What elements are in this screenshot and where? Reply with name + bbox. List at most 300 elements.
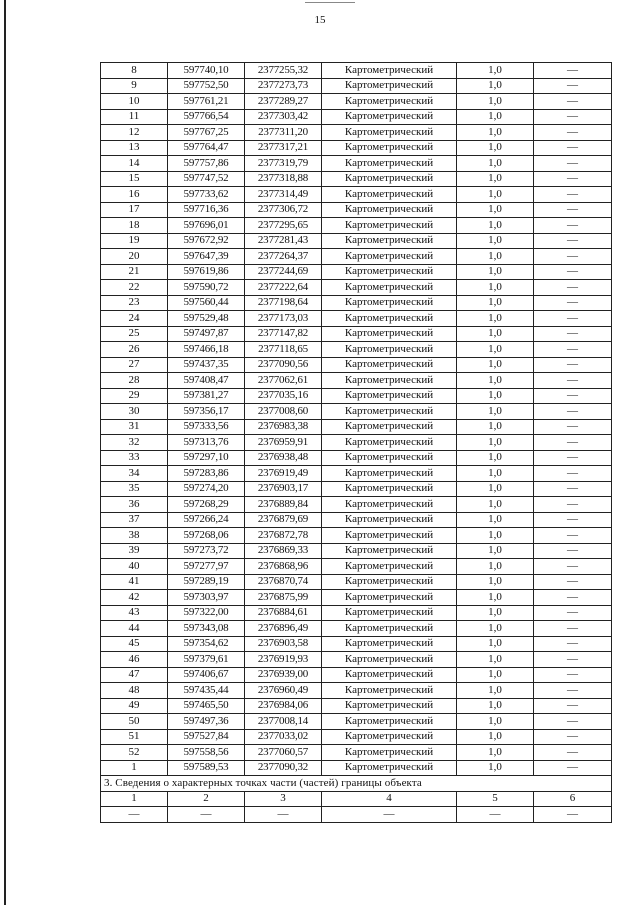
method-cell: Картометрический [322,78,457,94]
x-coordinate-cell: 597766,54 [168,109,245,125]
point-number-cell: 9 [101,78,168,94]
description-cell: — [534,373,612,389]
description-cell: — [534,652,612,668]
point-number-cell: 30 [101,404,168,420]
x-coordinate-cell: 597268,29 [168,497,245,513]
point-number-cell: 15 [101,171,168,187]
y-coordinate-cell: 2377295,65 [245,218,322,234]
table-row [101,512,612,528]
description-cell: — [534,249,612,265]
accuracy-cell: 1,0 [457,466,534,482]
table-row [101,559,612,575]
accuracy-cell: 1,0 [457,63,534,79]
description-cell: — [534,388,612,404]
y-coordinate-cell: 2377273,73 [245,78,322,94]
description-cell: — [534,156,612,172]
point-number-cell: 38 [101,528,168,544]
y-coordinate-cell: 2376875,99 [245,590,322,606]
table-row [101,652,612,668]
method-cell: Картометрический [322,435,457,451]
x-coordinate-cell: 597752,50 [168,78,245,94]
description-cell: — [534,621,612,637]
point-number-cell: 32 [101,435,168,451]
x-coordinate-cell: 597268,06 [168,528,245,544]
point-number-cell: 46 [101,652,168,668]
table-row [101,156,612,172]
coordinates-table [100,62,612,823]
table-row [101,264,612,280]
point-number-cell: 14 [101,156,168,172]
y-coordinate-cell: 2377060,57 [245,745,322,761]
table-row [101,621,612,637]
description-cell: — [534,295,612,311]
y-coordinate-cell: 2376872,78 [245,528,322,544]
accuracy-cell: 1,0 [457,404,534,420]
method-cell: Картометрический [322,140,457,156]
x-coordinate-cell: 597435,44 [168,683,245,699]
x-coordinate-cell: 597406,67 [168,667,245,683]
description-cell: — [534,667,612,683]
point-number-cell: 28 [101,373,168,389]
left-margin-rule [4,0,6,905]
point-number-cell: 49 [101,698,168,714]
accuracy-cell: 1,0 [457,373,534,389]
table-row [101,435,612,451]
accuracy-cell: 1,0 [457,698,534,714]
accuracy-cell: 1,0 [457,94,534,110]
point-number-cell: 34 [101,466,168,482]
section3-empty-cell: — [457,807,534,823]
accuracy-cell: 1,0 [457,171,534,187]
point-number-cell: 17 [101,202,168,218]
table-row [101,125,612,141]
y-coordinate-cell: 2376959,91 [245,435,322,451]
section3-body [101,776,612,823]
description-cell: — [534,218,612,234]
point-number-cell: 10 [101,94,168,110]
section3-col-number: 6 [534,791,612,807]
description-cell: — [534,698,612,714]
table-row [101,94,612,110]
method-cell: Картометрический [322,202,457,218]
x-coordinate-cell: 597283,86 [168,466,245,482]
description-cell: — [534,714,612,730]
point-number-cell: 45 [101,636,168,652]
y-coordinate-cell: 2376984,06 [245,698,322,714]
y-coordinate-cell: 2376903,17 [245,481,322,497]
y-coordinate-cell: 2376884,61 [245,605,322,621]
point-number-cell: 25 [101,326,168,342]
top-scan-mark [305,2,355,3]
table-row [101,574,612,590]
x-coordinate-cell: 597297,10 [168,450,245,466]
point-number-cell: 18 [101,218,168,234]
method-cell: Картометрический [322,156,457,172]
x-coordinate-cell: 597560,44 [168,295,245,311]
description-cell: — [534,435,612,451]
x-coordinate-cell: 597333,56 [168,419,245,435]
description-cell: — [534,528,612,544]
x-coordinate-cell: 597497,36 [168,714,245,730]
method-cell: Картометрический [322,109,457,125]
y-coordinate-cell: 2377062,61 [245,373,322,389]
y-coordinate-cell: 2377319,79 [245,156,322,172]
point-number-cell: 11 [101,109,168,125]
y-coordinate-cell: 2377147,82 [245,326,322,342]
x-coordinate-cell: 597497,87 [168,326,245,342]
y-coordinate-cell: 2377090,32 [245,760,322,776]
section3-empty-cell: — [534,807,612,823]
x-coordinate-cell: 597696,01 [168,218,245,234]
accuracy-cell: 1,0 [457,450,534,466]
y-coordinate-cell: 2377198,64 [245,295,322,311]
y-coordinate-cell: 2376889,84 [245,497,322,513]
point-number-cell: 16 [101,187,168,203]
x-coordinate-cell: 597266,24 [168,512,245,528]
table-row [101,590,612,606]
description-cell: — [534,512,612,528]
y-coordinate-cell: 2376960,49 [245,683,322,699]
y-coordinate-cell: 2376879,69 [245,512,322,528]
x-coordinate-cell: 597381,27 [168,388,245,404]
coordinates-table-body [101,63,612,776]
method-cell: Картометрический [322,373,457,389]
table-row [101,419,612,435]
description-cell: — [534,357,612,373]
table-row [101,233,612,249]
description-cell: — [534,683,612,699]
point-number-cell: 8 [101,63,168,79]
method-cell: Картометрический [322,528,457,544]
method-cell: Картометрический [322,698,457,714]
accuracy-cell: 1,0 [457,667,534,683]
accuracy-cell: 1,0 [457,78,534,94]
method-cell: Картометрический [322,218,457,234]
x-coordinate-cell: 597466,18 [168,342,245,358]
method-cell: Картометрический [322,171,457,187]
point-number-cell: 47 [101,667,168,683]
y-coordinate-cell: 2377281,43 [245,233,322,249]
description-cell: — [534,171,612,187]
method-cell: Картометрический [322,745,457,761]
table-row [101,466,612,482]
description-cell: — [534,636,612,652]
x-coordinate-cell: 597465,50 [168,698,245,714]
description-cell: — [534,419,612,435]
y-coordinate-cell: 2377035,16 [245,388,322,404]
accuracy-cell: 1,0 [457,745,534,761]
accuracy-cell: 1,0 [457,109,534,125]
accuracy-cell: 1,0 [457,559,534,575]
section3-col-number: 3 [245,791,322,807]
description-cell: — [534,543,612,559]
section3-heading: 3. Сведения о характерных точках части (частей) границы объекта [101,776,612,792]
description-cell: — [534,264,612,280]
method-cell: Картометрический [322,497,457,513]
x-coordinate-cell: 597289,19 [168,574,245,590]
y-coordinate-cell: 2376919,49 [245,466,322,482]
x-coordinate-cell: 597437,35 [168,357,245,373]
x-coordinate-cell: 597303,97 [168,590,245,606]
x-coordinate-cell: 597589,53 [168,760,245,776]
table-row [101,187,612,203]
accuracy-cell: 1,0 [457,357,534,373]
method-cell: Картометрический [322,125,457,141]
accuracy-cell: 1,0 [457,435,534,451]
table-row [101,78,612,94]
table-row [101,388,612,404]
y-coordinate-cell: 2377289,27 [245,94,322,110]
y-coordinate-cell: 2377244,69 [245,264,322,280]
accuracy-cell: 1,0 [457,497,534,513]
description-cell: — [534,311,612,327]
method-cell: Картометрический [322,729,457,745]
x-coordinate-cell: 597740,10 [168,63,245,79]
point-number-cell: 20 [101,249,168,265]
table-row [101,109,612,125]
accuracy-cell: 1,0 [457,621,534,637]
table-row [101,140,612,156]
table-row [101,295,612,311]
description-cell: — [534,590,612,606]
accuracy-cell: 1,0 [457,140,534,156]
y-coordinate-cell: 2377318,88 [245,171,322,187]
method-cell: Картометрический [322,621,457,637]
x-coordinate-cell: 597716,36 [168,202,245,218]
point-number-cell: 22 [101,280,168,296]
x-coordinate-cell: 597273,72 [168,543,245,559]
point-number-cell: 42 [101,590,168,606]
y-coordinate-cell: 2377255,32 [245,63,322,79]
x-coordinate-cell: 597274,20 [168,481,245,497]
y-coordinate-cell: 2377090,56 [245,357,322,373]
y-coordinate-cell: 2376983,38 [245,419,322,435]
accuracy-cell: 1,0 [457,218,534,234]
table-row [101,667,612,683]
accuracy-cell: 1,0 [457,295,534,311]
accuracy-cell: 1,0 [457,590,534,606]
section3-col-number: 1 [101,791,168,807]
y-coordinate-cell: 2376896,49 [245,621,322,637]
y-coordinate-cell: 2377311,20 [245,125,322,141]
accuracy-cell: 1,0 [457,605,534,621]
section3-empty-cell: — [245,807,322,823]
accuracy-cell: 1,0 [457,528,534,544]
point-number-cell: 41 [101,574,168,590]
accuracy-cell: 1,0 [457,714,534,730]
accuracy-cell: 1,0 [457,543,534,559]
y-coordinate-cell: 2376903,58 [245,636,322,652]
point-number-cell: 37 [101,512,168,528]
description-cell: — [534,729,612,745]
section3-heading-row [101,776,612,792]
point-number-cell: 39 [101,543,168,559]
description-cell: — [534,63,612,79]
x-coordinate-cell: 597379,61 [168,652,245,668]
y-coordinate-cell: 2377173,03 [245,311,322,327]
method-cell: Картометрический [322,295,457,311]
description-cell: — [534,404,612,420]
y-coordinate-cell: 2376870,74 [245,574,322,590]
x-coordinate-cell: 597764,47 [168,140,245,156]
accuracy-cell: 1,0 [457,187,534,203]
point-number-cell: 19 [101,233,168,249]
x-coordinate-cell: 597277,97 [168,559,245,575]
description-cell: — [534,233,612,249]
point-number-cell: 12 [101,125,168,141]
method-cell: Картометрический [322,481,457,497]
accuracy-cell: 1,0 [457,233,534,249]
y-coordinate-cell: 2376868,96 [245,559,322,575]
table-row [101,745,612,761]
description-cell: — [534,760,612,776]
y-coordinate-cell: 2377317,21 [245,140,322,156]
accuracy-cell: 1,0 [457,342,534,358]
table-row [101,497,612,513]
point-number-cell: 52 [101,745,168,761]
point-number-cell: 40 [101,559,168,575]
x-coordinate-cell: 597767,25 [168,125,245,141]
description-cell: — [534,280,612,296]
point-number-cell: 1 [101,760,168,776]
y-coordinate-cell: 2377118,65 [245,342,322,358]
table-row [101,311,612,327]
table-row [101,357,612,373]
accuracy-cell: 1,0 [457,481,534,497]
method-cell: Картометрический [322,280,457,296]
x-coordinate-cell: 597761,21 [168,94,245,110]
y-coordinate-cell: 2377222,64 [245,280,322,296]
section3-col-number: 5 [457,791,534,807]
method-cell: Картометрический [322,357,457,373]
description-cell: — [534,574,612,590]
accuracy-cell: 1,0 [457,156,534,172]
table-row [101,373,612,389]
accuracy-cell: 1,0 [457,202,534,218]
table-row [101,404,612,420]
accuracy-cell: 1,0 [457,683,534,699]
x-coordinate-cell: 597527,84 [168,729,245,745]
point-number-cell: 29 [101,388,168,404]
page-number: 15 [314,14,326,26]
accuracy-cell: 1,0 [457,729,534,745]
y-coordinate-cell: 2377303,42 [245,109,322,125]
description-cell: — [534,481,612,497]
method-cell: Картометрический [322,605,457,621]
accuracy-cell: 1,0 [457,249,534,265]
method-cell: Картометрический [322,388,457,404]
accuracy-cell: 1,0 [457,512,534,528]
table-row [101,729,612,745]
table-row [101,63,612,79]
description-cell: — [534,466,612,482]
table-row [101,280,612,296]
accuracy-cell: 1,0 [457,419,534,435]
method-cell: Картометрический [322,264,457,280]
y-coordinate-cell: 2376938,48 [245,450,322,466]
point-number-cell: 26 [101,342,168,358]
point-number-cell: 13 [101,140,168,156]
method-cell: Картометрический [322,419,457,435]
method-cell: Картометрический [322,233,457,249]
method-cell: Картометрический [322,667,457,683]
x-coordinate-cell: 597354,62 [168,636,245,652]
description-cell: — [534,497,612,513]
table-row [101,326,612,342]
point-number-cell: 21 [101,264,168,280]
table-row [101,636,612,652]
description-cell: — [534,559,612,575]
description-cell: — [534,125,612,141]
method-cell: Картометрический [322,450,457,466]
method-cell: Картометрический [322,187,457,203]
description-cell: — [534,605,612,621]
x-coordinate-cell: 597322,00 [168,605,245,621]
table-row [101,249,612,265]
x-coordinate-cell: 597408,47 [168,373,245,389]
accuracy-cell: 1,0 [457,388,534,404]
y-coordinate-cell: 2376919,93 [245,652,322,668]
accuracy-cell: 1,0 [457,652,534,668]
method-cell: Картометрический [322,652,457,668]
description-cell: — [534,94,612,110]
table-row [101,714,612,730]
x-coordinate-cell: 597619,86 [168,264,245,280]
method-cell: Картометрический [322,683,457,699]
description-cell: — [534,342,612,358]
table-row [101,450,612,466]
method-cell: Картометрический [322,311,457,327]
method-cell: Картометрический [322,760,457,776]
method-cell: Картометрический [322,512,457,528]
accuracy-cell: 1,0 [457,636,534,652]
description-cell: — [534,202,612,218]
table-row [101,528,612,544]
method-cell: Картометрический [322,404,457,420]
accuracy-cell: 1,0 [457,326,534,342]
point-number-cell: 23 [101,295,168,311]
section3-empty-cell: — [168,807,245,823]
description-cell: — [534,450,612,466]
method-cell: Картометрический [322,543,457,559]
method-cell: Картометрический [322,574,457,590]
point-number-cell: 24 [101,311,168,327]
y-coordinate-cell: 2377033,02 [245,729,322,745]
table-row [101,342,612,358]
x-coordinate-cell: 597672,92 [168,233,245,249]
point-number-cell: 36 [101,497,168,513]
table-row [101,543,612,559]
method-cell: Картометрический [322,714,457,730]
method-cell: Картометрический [322,94,457,110]
y-coordinate-cell: 2377008,14 [245,714,322,730]
x-coordinate-cell: 597356,17 [168,404,245,420]
accuracy-cell: 1,0 [457,280,534,296]
accuracy-cell: 1,0 [457,264,534,280]
method-cell: Картометрический [322,466,457,482]
method-cell: Картометрический [322,590,457,606]
table-row [101,698,612,714]
point-number-cell: 33 [101,450,168,466]
accuracy-cell: 1,0 [457,311,534,327]
method-cell: Картометрический [322,63,457,79]
accuracy-cell: 1,0 [457,574,534,590]
table-row [101,481,612,497]
section3-column-numbers-row [101,791,612,807]
point-number-cell: 35 [101,481,168,497]
point-number-cell: 44 [101,621,168,637]
x-coordinate-cell: 597733,62 [168,187,245,203]
